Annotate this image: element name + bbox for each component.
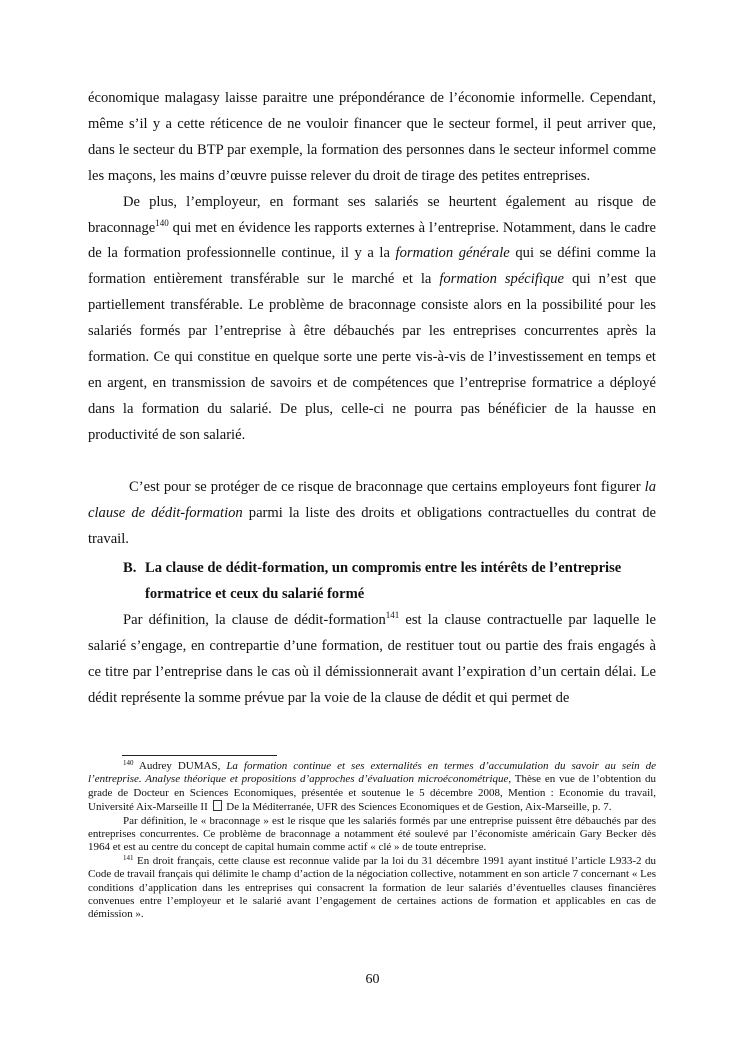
section-label: B. bbox=[123, 560, 137, 577]
footnote-number-141: 141 bbox=[123, 853, 134, 862]
footnote-ref-140[interactable]: 140 bbox=[155, 217, 169, 228]
term-formation-generale: formation générale bbox=[395, 245, 510, 262]
paragraph-3-text-2: parmi la liste des droits et obligations contractuelles du contrat de travail. bbox=[88, 504, 656, 547]
paragraph-1: économique malagasy laisse paraitre une prépondérance de l’économie informelle. Cependant, même s’il y a cette réticence de ne vouloir financer que le secteur formel, il peut arriver que, dans le secteur du BTP par exemple, la formation des personnes dans le secteur informel comme les maçons, les mains d’œuvre puisse relever du droit de tirage des petites entreprises. bbox=[88, 90, 656, 184]
footnote-ref-141[interactable]: 141 bbox=[385, 610, 400, 621]
paragraph-2-text-3: qui se défini comme la formation entièrement transférable sur le marché et la bbox=[88, 245, 656, 288]
footnote-140 bbox=[88, 760, 656, 815]
paragraph-2-text-4: qui n’est que partiellement transférable. Le problème de braconnage consiste alors en la possibilité pour les salariés formés par l’entreprise à être débauchés par les entreprises concurrentes après la formation. Ce qui constitue en quelque sorte une perte vis-à-vis de l’investissement en temps et en argent, en transmission de savoirs et de compétences que l’entreprise formatrice a déployé dans la formation du salarié. De plus, celle-ci ne pourra pas bénéficier de la hausse en productivité de son salarié. bbox=[88, 271, 656, 443]
paragraph-3 bbox=[88, 475, 656, 553]
paragraph-4 bbox=[88, 608, 656, 712]
footnote-140-title: La formation continue et ses externalités en termes d’accumulation du savoir au sein de l’entreprise. Analyse théorique et propositions d’approches d’évaluation microéconométrique bbox=[88, 760, 656, 786]
paragraph-gap bbox=[88, 449, 656, 475]
missing-glyph-icon bbox=[213, 800, 222, 811]
footnote-140-continuation: Par définition, le « braconnage » est le risque que les salariés formés par une entreprise puissent être débauchés par des entreprises concurrentes. Ce problème de braconnage a notamment été soulevé par l’économiste américain Gary Becker dès 1964 et est au centre du concept de capital humain comme actif « clé » de toute entreprise. bbox=[88, 814, 656, 854]
paragraph-3-text-1: C’est pour se protéger de ce risque de braconnage que certains employeurs font figurer bbox=[129, 478, 645, 495]
paragraph-2 bbox=[88, 190, 656, 449]
paragraph-2-text-2: qui met en évidence les rapports externes à l’entreprise. Notamment, dans le cadre de la formation professionnelle continue, il y a la bbox=[88, 219, 656, 262]
footnotes bbox=[88, 760, 656, 922]
section-title: La clause de dédit-formation, un compromis entre les intérêts de l’entreprise formatrice et ceux du salarié formé bbox=[145, 560, 622, 603]
footnote-140-text-3: De la Méditerranée, UFR des Sciences Economiques et de Gestion, Aix-Marseille, p. 7. bbox=[223, 801, 612, 814]
page-number: 60 bbox=[365, 972, 380, 987]
paragraph-4-text-1: Par définition, la clause de dédit-formation bbox=[123, 612, 386, 629]
footnote-141 bbox=[88, 855, 656, 922]
footnote-140-text-1: Audrey DUMAS, bbox=[133, 760, 227, 772]
paragraph-2-text-1: De plus, l’employeur, en formant ses salariés se heurtent également au risque de braconnage bbox=[88, 193, 656, 236]
footnote-separator bbox=[122, 755, 277, 756]
term-formation-specifique: formation spécifique bbox=[439, 271, 565, 288]
term-clause-dedit-formation: la clause de dédit-formation bbox=[88, 478, 656, 521]
footnote-number-140: 140 bbox=[123, 759, 134, 767]
page-body bbox=[88, 86, 656, 712]
footnote-141-text: En droit français, cette clause est reconnue valide par la loi du 31 décembre 1991 ayant institué l’article L933-2 du Code de travail français qui délimite le champ d’action de la négociation collective, notamment en son article 7 concernant « Les conditions d’application dans les entreprises qui consacrent la formation de leur salariés d’éventuelles clauses financières convenues entre l’employeur et le salarié avant l’engagement de certaines actions de formation et applicables en cas de démission ». bbox=[88, 854, 656, 921]
paragraph-4-text-2: est la clause contractuelle par laquelle le salarié s’engage, en contrepartie d’une formation, de restituer tout ou partie des frais engagés à ce titre par l’entreprise dans le cas où il démissionnerait avant l’expiration d’un certain délai. Le dédit représente la somme prévue par la voie de la clause de dédit et qui permet de bbox=[88, 612, 656, 706]
section-heading-b bbox=[88, 556, 656, 608]
footnote-140-text-2: , Thèse en vue de l’obtention du grade de Docteur en Sciences Economiques, présentée et soutenue le 5 décembre 2008, Mention : Economie du travail, Université Aix-Marseille II bbox=[88, 773, 656, 814]
